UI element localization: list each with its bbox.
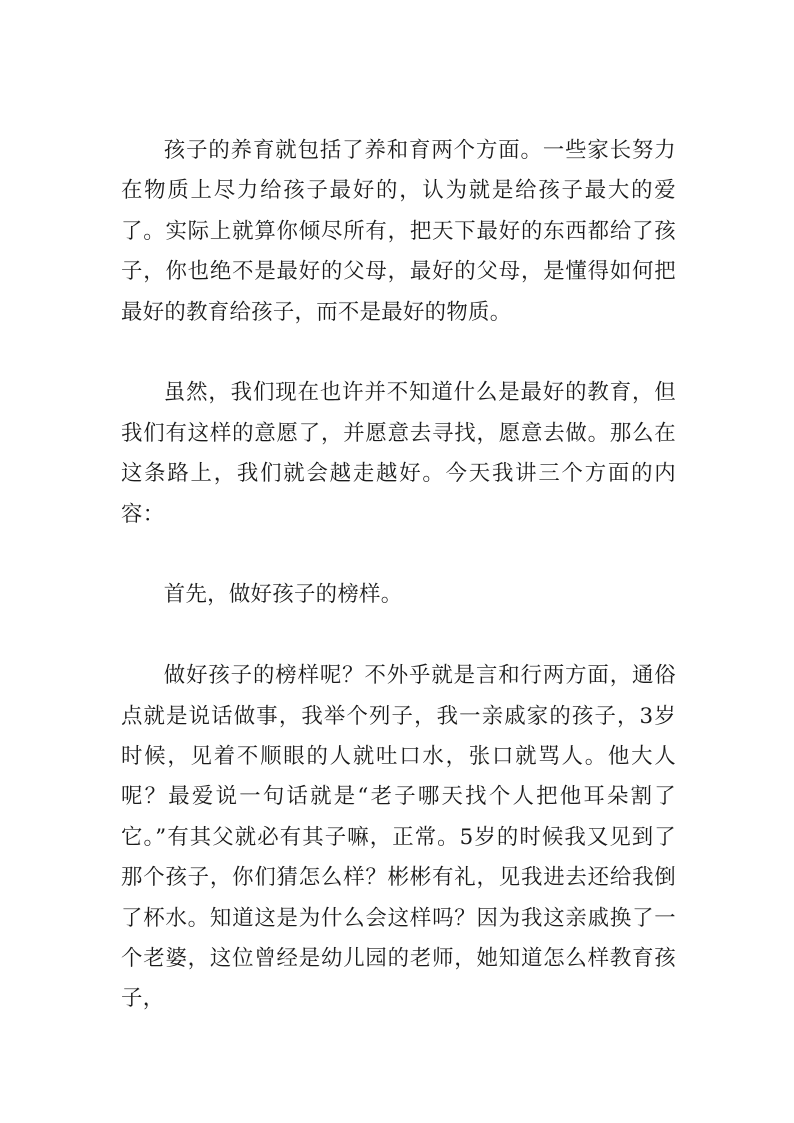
paragraph-gap bbox=[121, 535, 676, 575]
paragraph-3: 做好孩子的榜样呢？不外乎就是言和行两方面，通俗点就是说话做事，我举个列子，我一亲戚家的孩子，3岁时候，见着不顺眼的人就吐口水，张口就骂人。他大人呢？最爱说一句话就是“老子哪天找个人把他耳朵割了它。”有其父就必有其子嘛，正常。5岁的时候我又见到了那个孩子，你们猜怎么样？彬彬有礼，见我进去还给我倒了杯水。知道这是为什么会这样吗？因为我这亲戚换了一个老婆，这位曾经是幼儿园的老师，她知道怎么样教育孩子， bbox=[121, 663, 676, 1012]
paragraph-gap bbox=[121, 333, 676, 373]
paragraph-gap bbox=[121, 616, 676, 656]
section-heading-first: 首先，做好孩子的榜样。 bbox=[163, 582, 403, 608]
paragraph-1: 孩子的养育就包括了养和育两个方面。一些家长努力在物质上尽力给孩子最好的，认为就是给孩子最大的爱了。实际上就算你倾尽所有，把天下最好的东西都给了孩子，你也绝不是最好的父母，最好的父母，是懂得如何把最好的教育给孩子，而不是最好的物质。 bbox=[121, 138, 676, 325]
paragraph-2: 虽然，我们现在也许并不知道什么是最好的教育，但我们有这样的意愿了，并愿意去寻找，愿意去做。那么在这条路上，我们就会越走越好。今天我讲三个方面的内容： bbox=[121, 380, 676, 527]
document-body bbox=[121, 131, 676, 1020]
